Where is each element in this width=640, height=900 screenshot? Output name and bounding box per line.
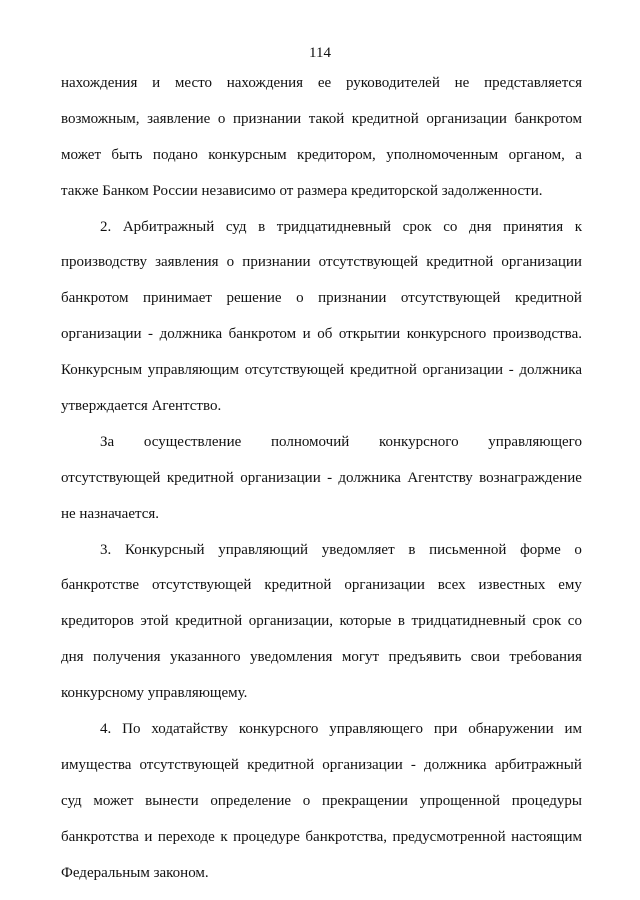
text-line: банкротом принимает решение о признании отсутствующей кредитной [61, 290, 582, 307]
text-line: утверждается Агентство. [61, 398, 222, 415]
paragraph [61, 66, 582, 210]
text-line: конкурсному управляющему. [61, 685, 248, 702]
text-line: не назначается. [61, 505, 160, 522]
paragraph [61, 533, 582, 712]
text-line: нахождения и место нахождения ее руководителей не представляется [61, 75, 582, 91]
paragraph [61, 712, 582, 891]
text-line: суд может вынести определение о прекращении упрощенной процедуры [61, 792, 582, 809]
text-line: банкротстве отсутствующей кредитной организации всех известных ему [61, 577, 582, 594]
paragraph [61, 425, 582, 533]
text-line: 4. По ходатайству конкурсного управляющего при обнаружении им [100, 721, 582, 738]
text-line: возможным, заявление о признании такой кредитной организации банкротом [61, 110, 582, 127]
body-text [61, 66, 582, 891]
text-line: также Банком России независимо от размера кредиторской задолженности. [61, 182, 543, 199]
text-line: производству заявления о признании отсутствующей кредитной организации [61, 254, 582, 271]
text-line: имущества отсутствующей кредитной организации - должника арбитражный [61, 756, 582, 773]
text-line: За осуществление полномочий конкурсного управляющего [100, 433, 582, 450]
text-line: кредиторов этой кредитной организации, которые в тридцатидневный срок со [61, 613, 582, 630]
text-line: 3. Конкурсный управляющий уведомляет в письменной форме о [100, 541, 582, 558]
page-number: 114 [309, 45, 331, 61]
text-line: банкротства и переходе к процедуре банкротства, предусмотренной настоящим [61, 828, 582, 845]
text-line: 2. Арбитражный суд в тридцатидневный срок со дня принятия к [100, 218, 582, 235]
text-line: Федеральным законом. [61, 864, 209, 881]
text-line: дня получения указанного уведомления могут предъявить свои требования [61, 649, 582, 666]
text-line: отсутствующей кредитной организации - должника Агентству вознаграждение [61, 469, 582, 486]
text-line: Конкурсным управляющим отсутствующей кредитной организации - должника [61, 362, 582, 379]
text-line: организации - должника банкротом и об открытии конкурсного производства. [61, 326, 582, 343]
text-line: может быть подано конкурсным кредитором, уполномоченным органом, а [61, 146, 582, 163]
paragraph [61, 210, 582, 425]
